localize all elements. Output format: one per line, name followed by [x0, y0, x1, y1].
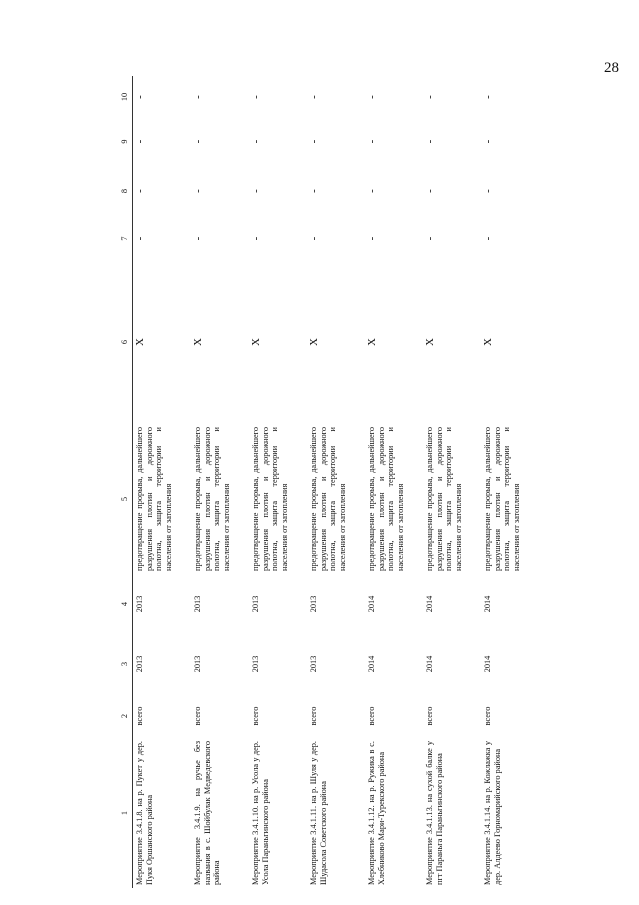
- start-year-cell: 2014: [367, 655, 376, 673]
- start-year-cell: 2014: [425, 655, 434, 673]
- page-number: 28: [604, 60, 619, 76]
- dash-cell: -: [308, 139, 320, 144]
- dash-cell: -: [192, 189, 204, 193]
- dash-cell: -: [134, 189, 146, 193]
- cross-mark-cell: X: [366, 338, 378, 346]
- cross-mark-cell: X: [424, 338, 436, 346]
- column-header: 6: [118, 260, 133, 424]
- event-cell: Мероприятие 3.4.1.11. на р. Шуля у дер. Шудасола Советского района: [309, 741, 328, 885]
- dash-cell: -: [250, 236, 262, 241]
- purpose-cell: предотвращение прорыва, дальнейшего разрушения плотин и дорожного полотна, защита территории и населения от затопления: [425, 427, 463, 571]
- dash-cell: -: [308, 236, 320, 241]
- dash-cell: -: [424, 236, 436, 241]
- purpose-cell: предотвращение прорыва, дальнейшего разрушения плотин и дорожного полотна, защита территории и населения от затопления: [309, 427, 347, 571]
- cross-mark-cell: X: [134, 338, 146, 346]
- purpose-cell: предотвращение прорыва, дальнейшего разрушения плотин и дорожного полотна, защита территории и населения от затопления: [135, 427, 173, 571]
- source-cell: всего: [309, 706, 318, 726]
- dash-cell: -: [482, 139, 494, 144]
- end-year-cell: 2014: [367, 595, 376, 613]
- source-cell: всего: [483, 706, 492, 726]
- dash-cell: -: [134, 139, 146, 144]
- dash-cell: -: [134, 95, 146, 99]
- table-row: [365, 76, 423, 888]
- dash-cell: -: [366, 189, 378, 193]
- dash-cell: -: [366, 236, 378, 241]
- dash-cell: -: [424, 189, 436, 193]
- dash-cell: -: [134, 236, 146, 241]
- table-row: [307, 76, 365, 888]
- column-header: 1: [118, 738, 133, 888]
- end-year-cell: 2013: [309, 595, 318, 613]
- table-row: [481, 76, 543, 888]
- purpose-cell: предотвращение прорыва, дальнейшего разрушения плотин и дорожного полотна, защита территории и населения от затопления: [193, 427, 231, 571]
- start-year-cell: 2014: [483, 655, 492, 673]
- end-year-cell: 2014: [425, 595, 434, 613]
- dash-cell: -: [192, 236, 204, 241]
- dash-cell: -: [192, 95, 204, 99]
- end-year-cell: 2013: [193, 595, 202, 613]
- column-header: 5: [118, 424, 133, 574]
- table-row: [133, 76, 192, 888]
- table-row: [423, 76, 481, 888]
- column-header: 8: [118, 165, 133, 217]
- dash-cell: -: [308, 189, 320, 193]
- measures-table: [118, 76, 543, 888]
- source-cell: всего: [425, 706, 434, 726]
- event-cell: Мероприятие 3.4.1.13. на сухой балке у пгт Параньга Параньгинского района: [425, 741, 444, 885]
- purpose-cell: предотвращение прорыва, дальнейшего разрушения плотин и дорожного полотна, защита территории и населения от затопления: [251, 427, 289, 571]
- event-cell: Мероприятие 3.4.1.9. на ручье без названия в с. Шойбулак Медведевского района: [193, 741, 222, 885]
- source-cell: всего: [367, 706, 376, 726]
- end-year-cell: 2013: [135, 595, 144, 613]
- purpose-cell: предотвращение прорыва, дальнейшего разрушения плотин и дорожного полотна, защита территории и населения от затопления: [483, 427, 521, 571]
- column-header: 9: [118, 118, 133, 165]
- table-row: [191, 76, 249, 888]
- start-year-cell: 2013: [309, 655, 318, 673]
- dash-cell: -: [482, 236, 494, 241]
- end-year-cell: 2014: [483, 595, 492, 613]
- source-cell: всего: [193, 706, 202, 726]
- event-cell: Мероприятие 3.4.1.8. на р. Пукет у дер. Пукя Оршанского района: [135, 741, 154, 885]
- dash-cell: -: [366, 139, 378, 144]
- column-header: 7: [118, 217, 133, 260]
- table-row: [249, 76, 307, 888]
- cross-mark-cell: X: [250, 338, 262, 346]
- dash-cell: -: [308, 95, 320, 99]
- dash-cell: -: [482, 189, 494, 193]
- header-row: [118, 76, 133, 888]
- dash-cell: -: [250, 95, 262, 99]
- event-cell: Мероприятие 3.4.1.14. на р. Кожлажка у дер. Алдеево Горномарийского района: [483, 741, 502, 885]
- dash-cell: -: [424, 95, 436, 99]
- rotated-table-container: [118, 76, 530, 888]
- start-year-cell: 2013: [251, 655, 260, 673]
- dash-cell: -: [366, 95, 378, 99]
- cross-mark-cell: X: [308, 338, 320, 346]
- column-header: 4: [118, 574, 133, 634]
- column-header: 3: [118, 634, 133, 694]
- dash-cell: -: [250, 189, 262, 193]
- dash-cell: -: [482, 95, 494, 99]
- start-year-cell: 2013: [193, 655, 202, 673]
- event-cell: Мероприятие 3.4.1.12. на р. Ружика в с. Хлебниково Мари-Турекского района: [367, 741, 386, 885]
- column-header: 2: [118, 694, 133, 738]
- dash-cell: -: [250, 139, 262, 144]
- end-year-cell: 2013: [251, 595, 260, 613]
- source-cell: всего: [251, 706, 260, 726]
- column-header: 10: [118, 76, 133, 118]
- dash-cell: -: [424, 139, 436, 144]
- source-cell: всего: [135, 706, 144, 726]
- cross-mark-cell: X: [482, 338, 494, 346]
- dash-cell: -: [192, 139, 204, 144]
- purpose-cell: предотвращение прорыва, дальнейшего разрушения плотин и дорожного полотна, защита территории и населения от затопления: [367, 427, 405, 571]
- event-cell: Мероприятие 3.4.1.10. на р. Усола у дер. Усола Параньгинского района: [251, 741, 270, 885]
- start-year-cell: 2013: [135, 655, 144, 673]
- cross-mark-cell: X: [192, 338, 204, 346]
